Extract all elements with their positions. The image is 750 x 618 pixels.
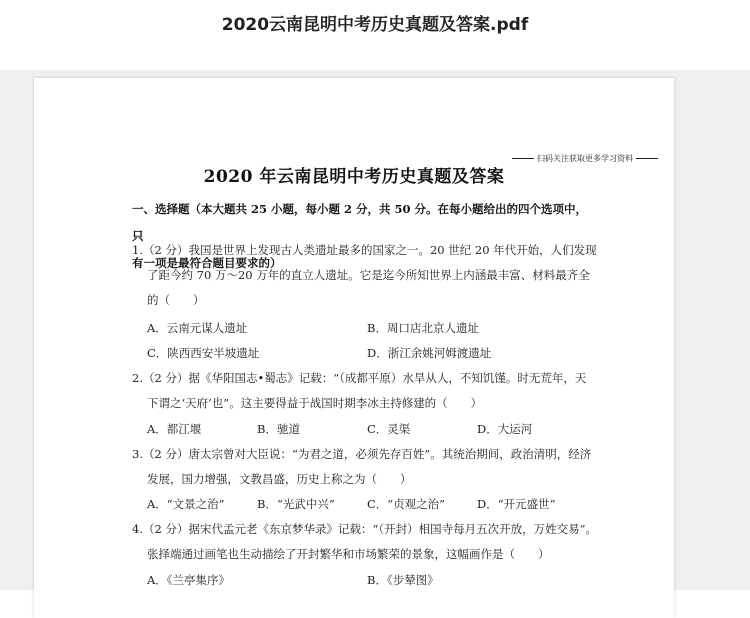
paper-title: 2020 年云南昆明中考历史真题及答案 (203, 167, 505, 187)
option-b: B．“光武中兴” (257, 497, 335, 511)
question-text: 了距今约 70 万～20 万年的直立人遗址。它是迄今所知世界上内涵最丰富、材料最齐全 (147, 268, 590, 282)
question-4 (132, 517, 602, 567)
question-text: 张择端通过画笔也生动描绘了开封繁华和市场繁荣的景象，这幅画作是（ ） (147, 547, 550, 561)
option-d: D．大运河 (477, 422, 533, 436)
watermark-rule-left (512, 158, 534, 159)
section-heading-line: 有一项是最符合题目要求的） (132, 256, 282, 270)
question-text: 4.（2 分）据宋代孟元老《东京梦华录》记载：“（开封）相国寺每月五次开放，万姓交易”。 (132, 522, 597, 536)
question-text: 的（ ） (147, 293, 205, 307)
watermark-rule-right (636, 158, 658, 159)
option-a: A．云南元谋人遗址 (147, 321, 248, 335)
option-b: B．周口店北京人遗址 (367, 321, 479, 335)
question-text: 2.（2 分）据《华阳国志•蜀志》记载：“（成都平原）水旱从人，不知饥馑。时无荒年，天 (132, 371, 587, 385)
option-a: A．《兰亭集序》 (147, 573, 231, 587)
viewer-header (0, 0, 750, 71)
option-b: B．《步辇图》 (367, 573, 439, 587)
question-2 (132, 366, 602, 416)
document-title: 2020云南昆明中考历史真题及答案.pdf (221, 15, 529, 35)
question-1 (132, 238, 602, 313)
watermark-text: 扫码关注获取更多学习资料 (537, 154, 633, 163)
section-heading-line: 一、选择题（本大题共 25 小题，每小题 2 分，共 50 分。在每小题给出的四个选项中，只 (132, 202, 588, 243)
option-d: D．浙江余姚河姆渡遗址 (367, 346, 492, 360)
question-text: 3.（2 分）唐太宗曾对大臣说：“为君之道，必须先存百姓”。其统治期间，政治清明，经济 (132, 447, 592, 461)
option-b: B．驰道 (257, 422, 300, 436)
option-a: A．“文景之治” (147, 497, 225, 511)
question-text: 1.（2 分）我国是世界上发现古人类遗址最多的国家之一。20 世纪 20 年代开始，人们发现 (132, 243, 597, 257)
option-a: A．都江堰 (147, 422, 202, 436)
option-c: C．陕西西安半坡遗址 (147, 346, 260, 360)
option-c: C．灵渠 (367, 422, 411, 436)
option-c: C．“贞观之治” (367, 497, 446, 511)
pdf-page (34, 78, 674, 618)
option-d: D．“开元盛世” (477, 497, 556, 511)
question-3 (132, 442, 602, 492)
question-text: 下谓之‘天府’也”。这主要得益于战国时期李冰主持修建的（ ） (147, 396, 483, 410)
question-text: 发展，国力增强，文教昌盛，历史上称之为（ ） (147, 472, 412, 486)
